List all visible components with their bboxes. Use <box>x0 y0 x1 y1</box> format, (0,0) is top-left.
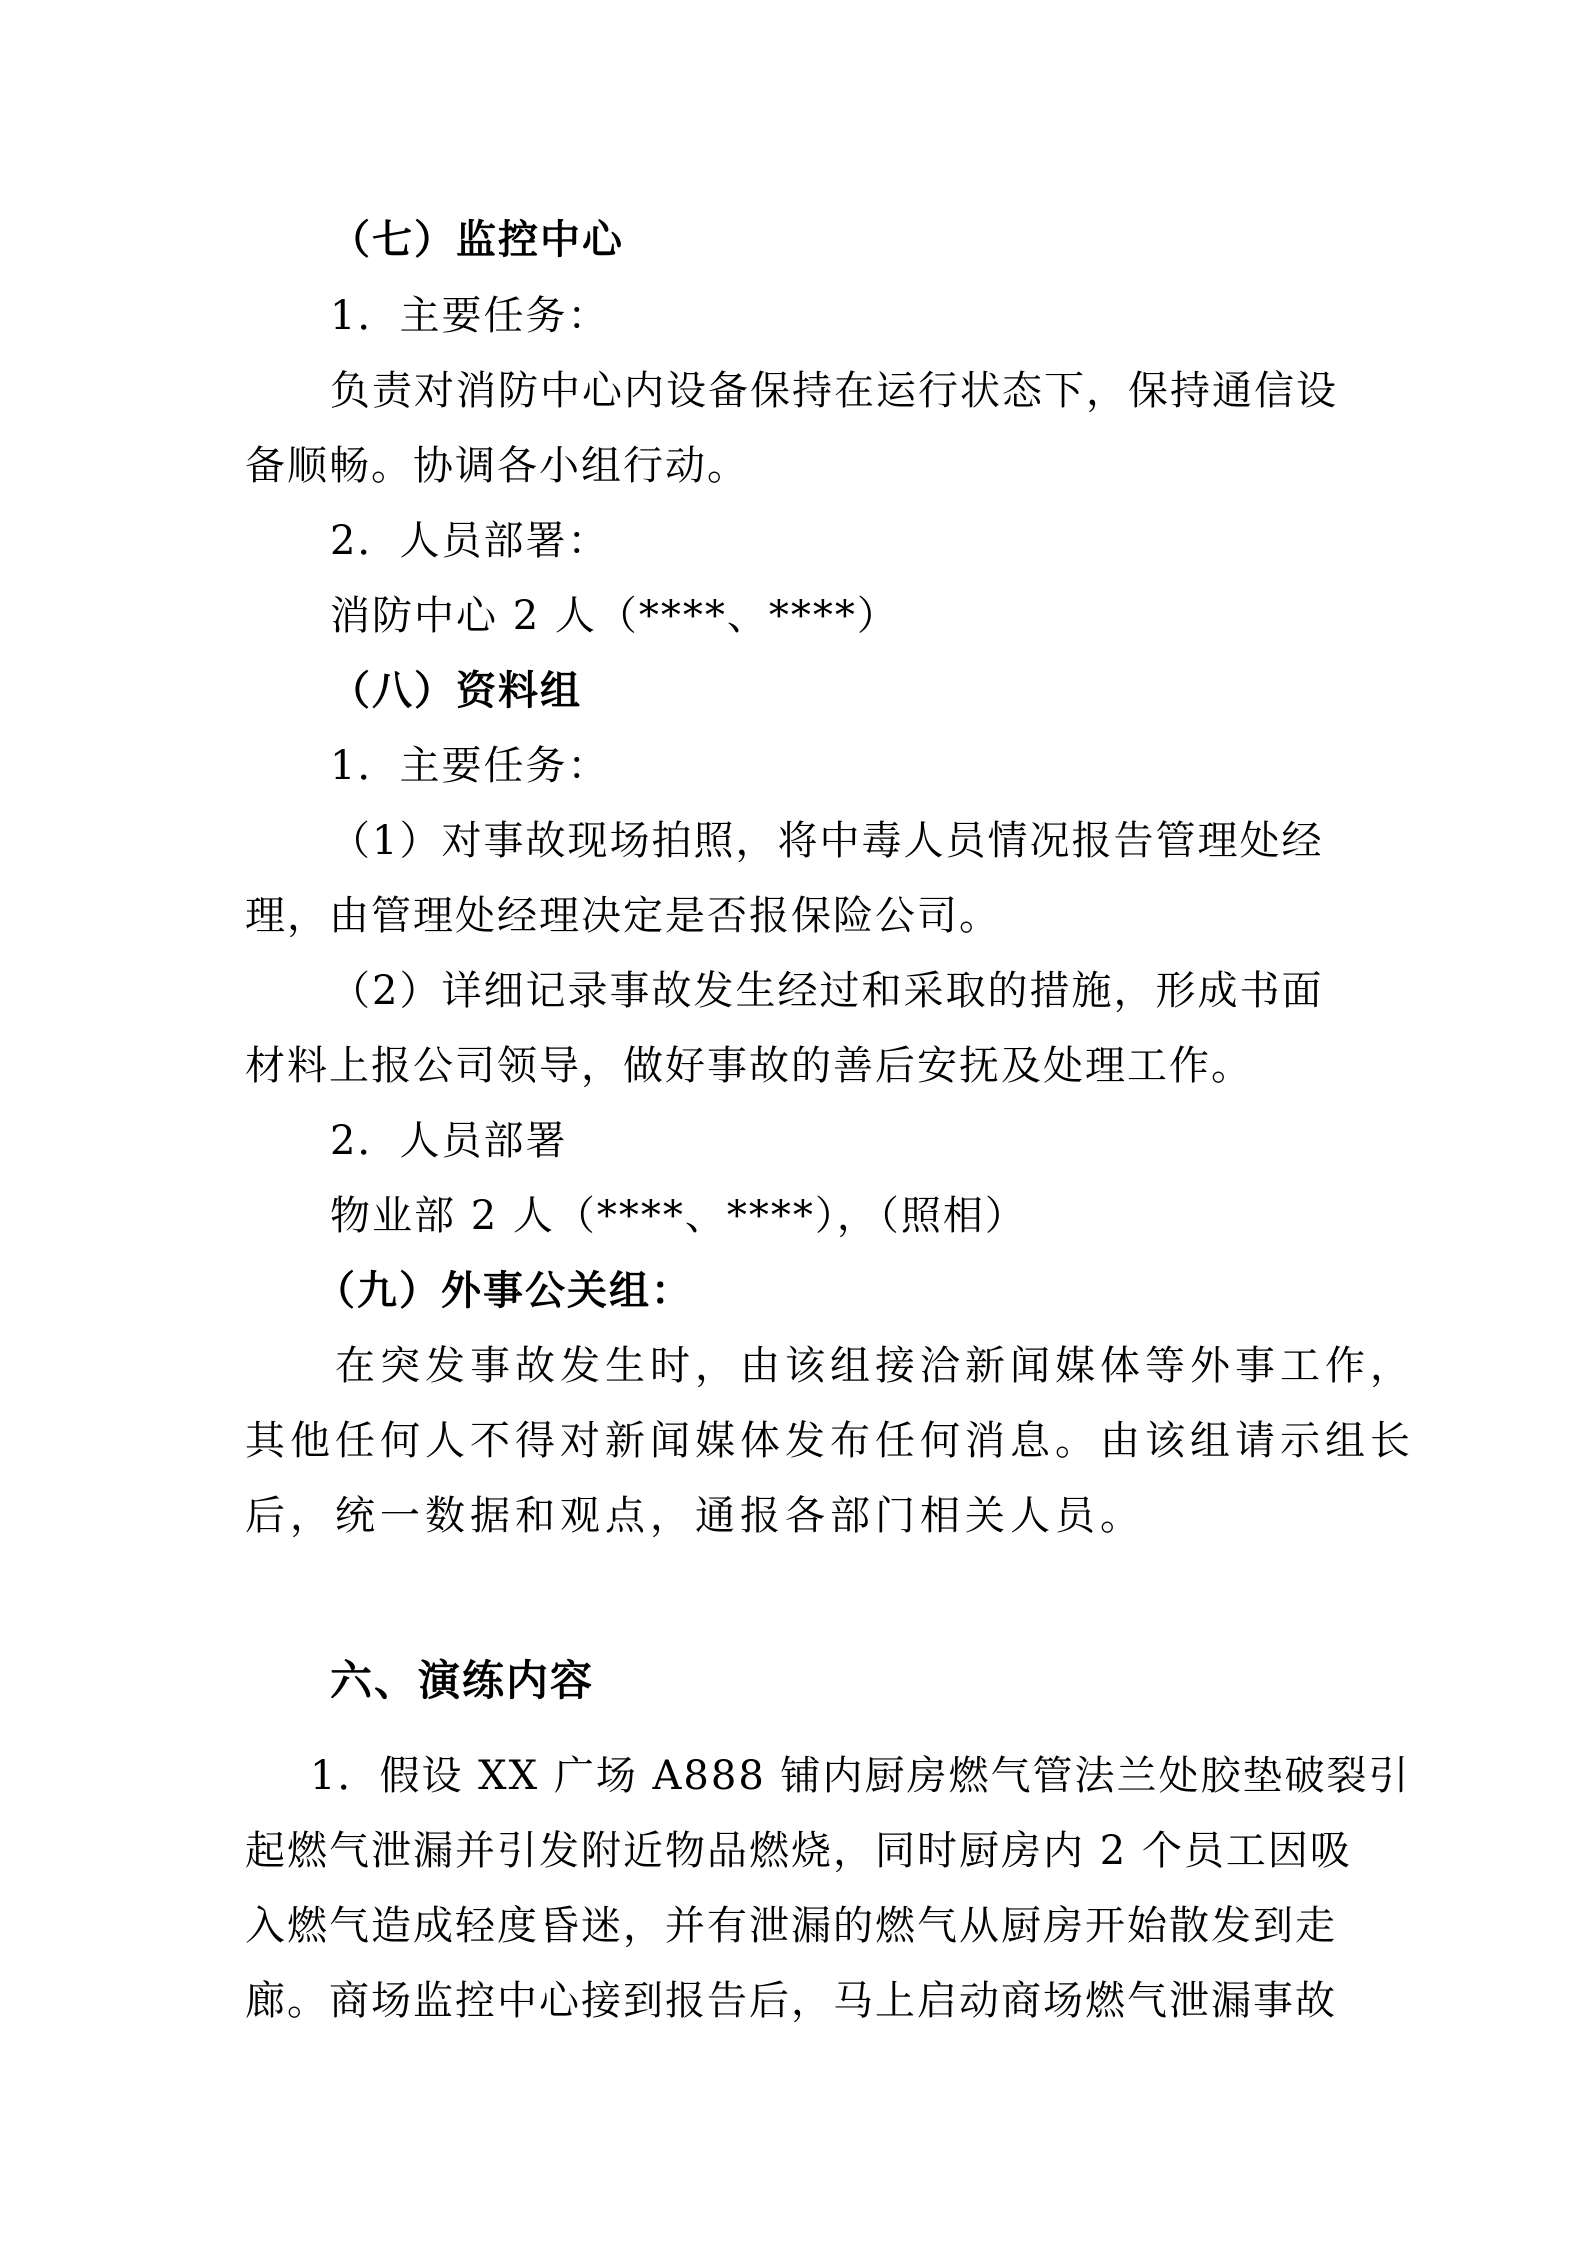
paragraph-line: 起燃气泄漏并引发附近物品燃烧，同时厨房内 2 个员工因吸 <box>245 1828 1352 1874</box>
subheading-main-tasks: 1．主要任务： <box>330 293 610 339</box>
section-heading-monitoring-center: （七）监控中心 <box>330 216 624 263</box>
paragraph-line: 廊。商场监控中心接到报告后，马上启动商场燃气泄漏事故 <box>245 1978 1337 2024</box>
paragraph-line: 其他任何人不得对新闻媒体发布任何消息。由该组请示组长 <box>245 1418 1415 1464</box>
paragraph-line: 在突发事故发生时，由该组接洽新闻媒体等外事工作， <box>335 1343 1415 1389</box>
section-heading-public-relations: （九）外事公关组： <box>315 1267 693 1314</box>
paragraph-line: 消防中心 2 人（****、****） <box>330 593 899 639</box>
section-heading-records-group: （八）资料组 <box>330 667 582 714</box>
paragraph-line: 物业部 2 人（****、****），（照相） <box>330 1193 1027 1239</box>
subheading-staffing: 2．人员部署 <box>330 1118 568 1164</box>
paragraph-line: （1）对事故现场拍照，将中毒人员情况报告管理处经 <box>330 818 1324 864</box>
subheading-main-tasks: 1．主要任务： <box>330 743 610 789</box>
paragraph-line: 备顺畅。协调各小组行动。 <box>245 443 749 489</box>
chapter-heading-drill-content: 六、演练内容 <box>330 1656 595 1705</box>
paragraph-line: 材料上报公司领导，做好事故的善后安抚及处理工作。 <box>245 1043 1253 1089</box>
paragraph-line: 负责对消防中心内设备保持在运行状态下，保持通信设 <box>330 368 1338 414</box>
paragraph-line: 1．假设 XX 广场 A888 铺内厨房燃气管法兰处胶垫破裂引 <box>310 1753 1411 1799</box>
paragraph-line: （2）详细记录事故发生经过和采取的措施，形成书面 <box>330 968 1324 1014</box>
paragraph-line: 后，统一数据和观点，通报各部门相关人员。 <box>245 1493 1145 1539</box>
paragraph-line: 入燃气造成轻度昏迷，并有泄漏的燃气从厨房开始散发到走 <box>245 1903 1337 1949</box>
subheading-staffing: 2．人员部署： <box>330 518 610 564</box>
paragraph-line: 理，由管理处经理决定是否报保险公司。 <box>245 893 1001 939</box>
